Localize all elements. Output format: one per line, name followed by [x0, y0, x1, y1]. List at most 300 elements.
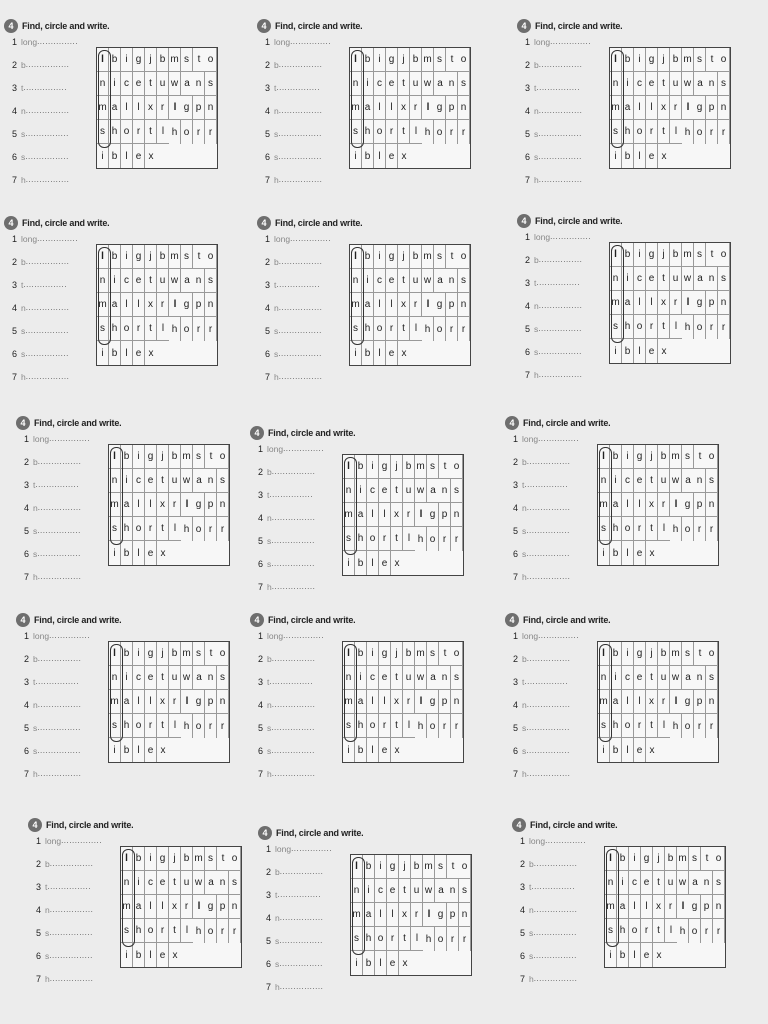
grid-letter-cell[interactable]: l: [622, 690, 634, 714]
grid-letter-cell[interactable]: w: [682, 267, 694, 291]
grid-letter-cell[interactable]: x: [402, 957, 408, 969]
grid-letter-cell[interactable]: r: [713, 919, 725, 943]
answer-line[interactable]: [265, 129, 331, 152]
grid-letter-cell[interactable]: l: [646, 291, 658, 315]
grid-letter-cell[interactable]: e: [386, 269, 398, 293]
grid-letter-cell[interactable]: r: [386, 120, 398, 144]
grid-letter-cell[interactable]: l: [133, 493, 145, 517]
grid-letter-cell[interactable]: s: [718, 267, 730, 291]
grid-letter-cell[interactable]: l: [121, 144, 133, 168]
grid-letter-cell[interactable]: p: [446, 293, 458, 317]
grid-letter-cell[interactable]: h: [355, 527, 367, 551]
answer-line[interactable]: [12, 257, 78, 280]
grid-letter-cell[interactable]: i: [350, 341, 362, 365]
grid-letter-cell[interactable]: u: [670, 72, 682, 96]
grid-letter-cell[interactable]: j: [398, 48, 410, 72]
grid-letter-cell[interactable]: t: [391, 479, 403, 503]
grid-letter-cell[interactable]: w: [682, 72, 694, 96]
grid-letter-cell[interactable]: o: [694, 315, 706, 339]
grid-letter-cell[interactable]: l: [634, 96, 646, 120]
grid-letter-cell[interactable]: u: [403, 666, 415, 690]
grid-letter-cell[interactable]: n: [121, 871, 133, 895]
grid-letter-cell[interactable]: t: [706, 243, 718, 267]
answer-line[interactable]: [513, 746, 579, 769]
grid-letter-cell[interactable]: i: [121, 666, 133, 690]
answer-line[interactable]: [258, 631, 324, 654]
grid-letter-cell[interactable]: a: [109, 293, 121, 317]
grid-letter-cell[interactable]: b: [617, 943, 629, 967]
grid-letter-cell[interactable]: l: [109, 445, 121, 469]
grid-letter-cell[interactable]: i: [97, 341, 109, 365]
grid-letter-cell[interactable]: h: [423, 927, 435, 951]
grid-letter-cell[interactable]: n: [713, 895, 725, 919]
grid-letter-cell[interactable]: x: [148, 347, 154, 359]
grid-letter-cell[interactable]: g: [435, 903, 447, 927]
grid-letter-cell[interactable]: h: [363, 927, 375, 951]
grid-letter-cell[interactable]: l: [610, 48, 622, 72]
answer-line[interactable]: [258, 559, 324, 582]
answer-line[interactable]: [258, 490, 324, 513]
grid-letter-cell[interactable]: t: [157, 714, 169, 738]
grid-letter-cell[interactable]: r: [205, 517, 217, 541]
grid-letter-cell[interactable]: a: [121, 690, 133, 714]
grid-letter-cell[interactable]: t: [658, 72, 670, 96]
grid-letter-cell[interactable]: w: [423, 879, 435, 903]
grid-letter-cell[interactable]: l: [350, 245, 362, 269]
grid-letter-cell[interactable]: r: [458, 317, 470, 341]
grid-letter-cell[interactable]: n: [447, 879, 459, 903]
answer-line[interactable]: [525, 106, 591, 129]
grid-letter-cell[interactable]: l: [121, 341, 133, 365]
grid-letter-cell[interactable]: b: [670, 48, 682, 72]
answer-line[interactable]: [265, 60, 331, 83]
grid-letter-cell[interactable]: e: [386, 72, 398, 96]
grid-letter-cell[interactable]: l: [121, 96, 133, 120]
grid-letter-cell[interactable]: t: [658, 120, 670, 144]
grid-letter-cell[interactable]: l: [634, 493, 646, 517]
grid-letter-cell[interactable]: s: [205, 72, 217, 96]
grid-letter-cell[interactable]: s: [343, 714, 355, 738]
grid-letter-cell[interactable]: h: [133, 919, 145, 943]
grid-letter-cell[interactable]: o: [205, 245, 217, 269]
grid-letter-cell[interactable]: a: [682, 666, 694, 690]
grid-letter-cell[interactable]: l: [658, 517, 670, 541]
grid-letter-cell[interactable]: o: [634, 120, 646, 144]
grid-letter-cell[interactable]: a: [362, 293, 374, 317]
grid-letter-cell[interactable]: e: [379, 551, 391, 575]
grid-letter-cell[interactable]: t: [145, 317, 157, 341]
answer-line[interactable]: [520, 951, 586, 974]
grid-letter-cell[interactable]: t: [646, 714, 658, 738]
grid-letter-cell[interactable]: b: [622, 48, 634, 72]
grid-letter-cell[interactable]: o: [434, 120, 446, 144]
answer-line[interactable]: [258, 677, 324, 700]
grid-letter-cell[interactable]: l: [169, 714, 181, 738]
answer-line[interactable]: [258, 536, 324, 559]
grid-letter-cell[interactable]: r: [634, 517, 646, 541]
grid-letter-cell[interactable]: w: [670, 469, 682, 493]
grid-letter-cell[interactable]: e: [145, 541, 157, 565]
grid-letter-cell[interactable]: s: [181, 245, 193, 269]
grid-letter-cell[interactable]: e: [133, 72, 145, 96]
grid-letter-cell[interactable]: a: [610, 493, 622, 517]
answer-line[interactable]: [36, 836, 102, 859]
answer-line[interactable]: [265, 303, 331, 326]
grid-letter-cell[interactable]: r: [694, 714, 706, 738]
grid-letter-cell[interactable]: r: [181, 895, 193, 919]
grid-letter-cell[interactable]: l: [169, 517, 181, 541]
answer-line[interactable]: [525, 83, 591, 106]
grid-letter-cell[interactable]: l: [665, 919, 677, 943]
grid-letter-cell[interactable]: w: [670, 666, 682, 690]
grid-letter-cell[interactable]: x: [398, 293, 410, 317]
grid-letter-cell[interactable]: i: [634, 243, 646, 267]
grid-letter-cell[interactable]: r: [718, 315, 730, 339]
grid-letter-cell[interactable]: m: [677, 847, 689, 871]
grid-letter-cell[interactable]: l: [145, 493, 157, 517]
grid-letter-cell[interactable]: c: [367, 479, 379, 503]
grid-letter-cell[interactable]: e: [157, 943, 169, 967]
grid-letter-cell[interactable]: l: [610, 243, 622, 267]
grid-letter-cell[interactable]: l: [422, 96, 434, 120]
grid-letter-cell[interactable]: t: [398, 317, 410, 341]
answer-line[interactable]: [525, 278, 591, 301]
grid-letter-cell[interactable]: c: [374, 269, 386, 293]
grid-letter-cell[interactable]: r: [205, 714, 217, 738]
answer-line[interactable]: [520, 974, 586, 997]
grid-letter-cell[interactable]: g: [193, 690, 205, 714]
grid-letter-cell[interactable]: r: [646, 315, 658, 339]
grid-letter-cell[interactable]: t: [701, 847, 713, 871]
answer-line[interactable]: [24, 654, 90, 677]
grid-letter-cell[interactable]: j: [398, 245, 410, 269]
grid-letter-cell[interactable]: n: [439, 666, 451, 690]
grid-letter-cell[interactable]: l: [121, 293, 133, 317]
grid-letter-cell[interactable]: b: [133, 943, 145, 967]
grid-letter-cell[interactable]: l: [169, 96, 181, 120]
grid-letter-cell[interactable]: s: [458, 72, 470, 96]
grid-letter-cell[interactable]: t: [439, 642, 451, 666]
grid-letter-cell[interactable]: p: [447, 903, 459, 927]
answer-line[interactable]: [12, 152, 78, 175]
grid-letter-cell[interactable]: b: [622, 144, 634, 168]
grid-letter-cell[interactable]: m: [97, 293, 109, 317]
grid-letter-cell[interactable]: b: [617, 847, 629, 871]
grid-letter-cell[interactable]: p: [701, 895, 713, 919]
grid-letter-cell[interactable]: a: [205, 871, 217, 895]
grid-letter-cell[interactable]: u: [410, 72, 422, 96]
grid-letter-cell[interactable]: s: [205, 269, 217, 293]
grid-letter-cell[interactable]: r: [701, 919, 713, 943]
grid-letter-cell[interactable]: n: [459, 903, 471, 927]
answer-line[interactable]: [12, 106, 78, 129]
grid-letter-cell[interactable]: u: [410, 269, 422, 293]
grid-letter-cell[interactable]: l: [97, 48, 109, 72]
answer-line[interactable]: [513, 457, 579, 480]
grid-letter-cell[interactable]: a: [355, 690, 367, 714]
grid-letter-cell[interactable]: w: [169, 72, 181, 96]
grid-letter-cell[interactable]: s: [689, 847, 701, 871]
grid-letter-cell[interactable]: s: [694, 48, 706, 72]
grid-letter-cell[interactable]: g: [694, 291, 706, 315]
grid-letter-cell[interactable]: l: [375, 951, 387, 975]
grid-letter-cell[interactable]: i: [133, 642, 145, 666]
grid-letter-cell[interactable]: i: [355, 666, 367, 690]
grid-letter-cell[interactable]: l: [622, 493, 634, 517]
grid-letter-cell[interactable]: l: [598, 642, 610, 666]
grid-letter-cell[interactable]: l: [634, 690, 646, 714]
answer-line[interactable]: [513, 631, 579, 654]
grid-letter-cell[interactable]: r: [458, 120, 470, 144]
grid-letter-cell[interactable]: s: [109, 714, 121, 738]
grid-letter-cell[interactable]: r: [658, 690, 670, 714]
grid-letter-cell[interactable]: l: [411, 927, 423, 951]
grid-letter-cell[interactable]: o: [459, 855, 471, 879]
answer-line[interactable]: [12, 349, 78, 372]
grid-letter-cell[interactable]: e: [634, 666, 646, 690]
grid-letter-cell[interactable]: i: [622, 267, 634, 291]
grid-letter-cell[interactable]: n: [217, 871, 229, 895]
grid-letter-cell[interactable]: e: [646, 72, 658, 96]
answer-line[interactable]: [513, 572, 579, 595]
grid-letter-cell[interactable]: g: [694, 96, 706, 120]
grid-letter-cell[interactable]: i: [622, 445, 634, 469]
grid-letter-cell[interactable]: m: [121, 895, 133, 919]
grid-letter-cell[interactable]: o: [374, 317, 386, 341]
grid-letter-cell[interactable]: x: [649, 547, 655, 559]
grid-letter-cell[interactable]: s: [435, 855, 447, 879]
grid-letter-cell[interactable]: l: [367, 503, 379, 527]
grid-letter-cell[interactable]: s: [598, 714, 610, 738]
grid-letter-cell[interactable]: i: [133, 871, 145, 895]
grid-letter-cell[interactable]: l: [415, 690, 427, 714]
answer-line[interactable]: [266, 913, 332, 936]
grid-letter-cell[interactable]: s: [718, 72, 730, 96]
grid-letter-cell[interactable]: l: [343, 642, 355, 666]
grid-letter-cell[interactable]: e: [646, 144, 658, 168]
grid-letter-cell[interactable]: i: [97, 144, 109, 168]
grid-letter-cell[interactable]: n: [229, 895, 241, 919]
grid-letter-cell[interactable]: s: [451, 479, 463, 503]
grid-letter-cell[interactable]: l: [641, 895, 653, 919]
grid-letter-cell[interactable]: u: [670, 267, 682, 291]
answer-line[interactable]: [265, 257, 331, 280]
grid-letter-cell[interactable]: m: [351, 903, 363, 927]
answer-line[interactable]: [24, 434, 90, 457]
grid-letter-cell[interactable]: l: [145, 895, 157, 919]
grid-letter-cell[interactable]: b: [622, 243, 634, 267]
grid-letter-cell[interactable]: j: [646, 445, 658, 469]
grid-letter-cell[interactable]: n: [193, 269, 205, 293]
grid-letter-cell[interactable]: r: [205, 317, 217, 341]
grid-letter-cell[interactable]: s: [217, 666, 229, 690]
grid-letter-cell[interactable]: n: [439, 479, 451, 503]
grid-letter-cell[interactable]: s: [605, 919, 617, 943]
grid-letter-cell[interactable]: r: [451, 527, 463, 551]
grid-letter-cell[interactable]: s: [181, 48, 193, 72]
grid-letter-cell[interactable]: t: [646, 517, 658, 541]
grid-letter-cell[interactable]: t: [646, 469, 658, 493]
answer-line[interactable]: [36, 974, 102, 997]
grid-letter-cell[interactable]: g: [427, 503, 439, 527]
grid-letter-cell[interactable]: r: [706, 714, 718, 738]
answer-line[interactable]: [520, 882, 586, 905]
grid-letter-cell[interactable]: g: [386, 48, 398, 72]
grid-letter-cell[interactable]: p: [694, 690, 706, 714]
grid-letter-cell[interactable]: c: [622, 666, 634, 690]
grid-letter-cell[interactable]: l: [145, 690, 157, 714]
grid-letter-cell[interactable]: l: [181, 493, 193, 517]
grid-letter-cell[interactable]: t: [446, 245, 458, 269]
grid-letter-cell[interactable]: l: [133, 690, 145, 714]
grid-letter-cell[interactable]: c: [121, 72, 133, 96]
grid-letter-cell[interactable]: a: [181, 269, 193, 293]
grid-letter-cell[interactable]: p: [694, 493, 706, 517]
answer-line[interactable]: [525, 324, 591, 347]
grid-letter-cell[interactable]: a: [109, 96, 121, 120]
grid-letter-cell[interactable]: w: [415, 666, 427, 690]
grid-letter-cell[interactable]: p: [439, 690, 451, 714]
grid-letter-cell[interactable]: l: [646, 96, 658, 120]
grid-letter-cell[interactable]: o: [145, 919, 157, 943]
answer-line[interactable]: [24, 769, 90, 792]
grid-letter-cell[interactable]: s: [458, 269, 470, 293]
grid-letter-cell[interactable]: r: [403, 690, 415, 714]
grid-letter-cell[interactable]: b: [355, 551, 367, 575]
grid-letter-cell[interactable]: h: [193, 919, 205, 943]
grid-letter-cell[interactable]: c: [133, 469, 145, 493]
grid-letter-cell[interactable]: n: [694, 469, 706, 493]
answer-line[interactable]: [525, 175, 591, 198]
grid-letter-cell[interactable]: e: [145, 666, 157, 690]
grid-letter-cell[interactable]: r: [379, 527, 391, 551]
grid-letter-cell[interactable]: l: [181, 690, 193, 714]
grid-letter-cell[interactable]: n: [97, 269, 109, 293]
grid-letter-cell[interactable]: x: [157, 690, 169, 714]
grid-letter-cell[interactable]: l: [157, 895, 169, 919]
grid-letter-cell[interactable]: o: [682, 714, 694, 738]
answer-line[interactable]: [12, 372, 78, 395]
grid-letter-cell[interactable]: b: [157, 48, 169, 72]
grid-letter-cell[interactable]: x: [661, 150, 667, 162]
grid-letter-cell[interactable]: e: [133, 269, 145, 293]
answer-line[interactable]: [265, 83, 331, 106]
grid-letter-cell[interactable]: l: [423, 903, 435, 927]
grid-letter-cell[interactable]: l: [367, 690, 379, 714]
grid-letter-cell[interactable]: x: [394, 744, 400, 756]
grid-letter-cell[interactable]: a: [363, 903, 375, 927]
grid-letter-cell[interactable]: o: [706, 445, 718, 469]
grid-letter-cell[interactable]: x: [157, 493, 169, 517]
grid-letter-cell[interactable]: m: [181, 445, 193, 469]
grid-letter-cell[interactable]: n: [205, 666, 217, 690]
grid-letter-cell[interactable]: s: [350, 317, 362, 341]
grid-letter-cell[interactable]: g: [193, 493, 205, 517]
grid-letter-cell[interactable]: b: [181, 847, 193, 871]
grid-letter-cell[interactable]: j: [399, 855, 411, 879]
answer-line[interactable]: [12, 60, 78, 83]
grid-letter-cell[interactable]: t: [398, 120, 410, 144]
grid-letter-cell[interactable]: b: [610, 445, 622, 469]
grid-letter-cell[interactable]: o: [181, 317, 193, 341]
grid-letter-cell[interactable]: l: [403, 527, 415, 551]
grid-letter-cell[interactable]: a: [617, 895, 629, 919]
grid-letter-cell[interactable]: p: [439, 503, 451, 527]
grid-letter-cell[interactable]: s: [193, 642, 205, 666]
grid-letter-cell[interactable]: n: [605, 871, 617, 895]
grid-letter-cell[interactable]: h: [422, 317, 434, 341]
answer-line[interactable]: [266, 890, 332, 913]
grid-letter-cell[interactable]: r: [410, 293, 422, 317]
grid-letter-cell[interactable]: n: [598, 666, 610, 690]
grid-letter-cell[interactable]: i: [598, 738, 610, 762]
grid-letter-cell[interactable]: b: [403, 455, 415, 479]
grid-letter-cell[interactable]: o: [121, 120, 133, 144]
grid-letter-cell[interactable]: l: [367, 738, 379, 762]
grid-letter-cell[interactable]: s: [434, 48, 446, 72]
answer-line[interactable]: [525, 37, 591, 60]
answer-line[interactable]: [24, 526, 90, 549]
grid-letter-cell[interactable]: l: [374, 293, 386, 317]
grid-letter-cell[interactable]: c: [133, 666, 145, 690]
grid-letter-cell[interactable]: c: [121, 269, 133, 293]
grid-letter-cell[interactable]: t: [169, 871, 181, 895]
answer-line[interactable]: [513, 434, 579, 457]
grid-letter-cell[interactable]: o: [713, 847, 725, 871]
grid-letter-cell[interactable]: w: [169, 269, 181, 293]
grid-letter-cell[interactable]: p: [205, 690, 217, 714]
grid-letter-cell[interactable]: o: [229, 847, 241, 871]
grid-letter-cell[interactable]: s: [706, 666, 718, 690]
grid-letter-cell[interactable]: t: [145, 269, 157, 293]
grid-letter-cell[interactable]: l: [598, 445, 610, 469]
answer-line[interactable]: [265, 372, 331, 395]
grid-letter-cell[interactable]: i: [121, 469, 133, 493]
grid-letter-cell[interactable]: e: [157, 871, 169, 895]
grid-letter-cell[interactable]: h: [617, 919, 629, 943]
answer-line[interactable]: [36, 859, 102, 882]
grid-letter-cell[interactable]: n: [458, 96, 470, 120]
grid-letter-cell[interactable]: c: [145, 871, 157, 895]
grid-letter-cell[interactable]: s: [694, 243, 706, 267]
grid-letter-cell[interactable]: m: [350, 293, 362, 317]
grid-letter-cell[interactable]: x: [145, 293, 157, 317]
grid-letter-cell[interactable]: x: [401, 150, 407, 162]
grid-letter-cell[interactable]: t: [447, 855, 459, 879]
grid-letter-cell[interactable]: m: [350, 96, 362, 120]
grid-letter-cell[interactable]: l: [605, 847, 617, 871]
grid-letter-cell[interactable]: r: [641, 919, 653, 943]
answer-line[interactable]: [265, 280, 331, 303]
grid-letter-cell[interactable]: i: [367, 455, 379, 479]
grid-letter-cell[interactable]: o: [434, 317, 446, 341]
grid-letter-cell[interactable]: l: [410, 120, 422, 144]
grid-letter-cell[interactable]: m: [670, 445, 682, 469]
grid-letter-cell[interactable]: o: [718, 48, 730, 72]
grid-letter-cell[interactable]: h: [121, 517, 133, 541]
grid-letter-cell[interactable]: l: [670, 120, 682, 144]
grid-letter-cell[interactable]: u: [157, 269, 169, 293]
answer-line[interactable]: [24, 700, 90, 723]
grid-letter-cell[interactable]: r: [646, 120, 658, 144]
grid-letter-cell[interactable]: n: [701, 871, 713, 895]
grid-letter-cell[interactable]: l: [634, 339, 646, 363]
grid-letter-cell[interactable]: l: [350, 48, 362, 72]
answer-line[interactable]: [12, 234, 78, 257]
grid-letter-cell[interactable]: j: [145, 245, 157, 269]
grid-letter-cell[interactable]: h: [610, 714, 622, 738]
grid-letter-cell[interactable]: j: [169, 847, 181, 871]
